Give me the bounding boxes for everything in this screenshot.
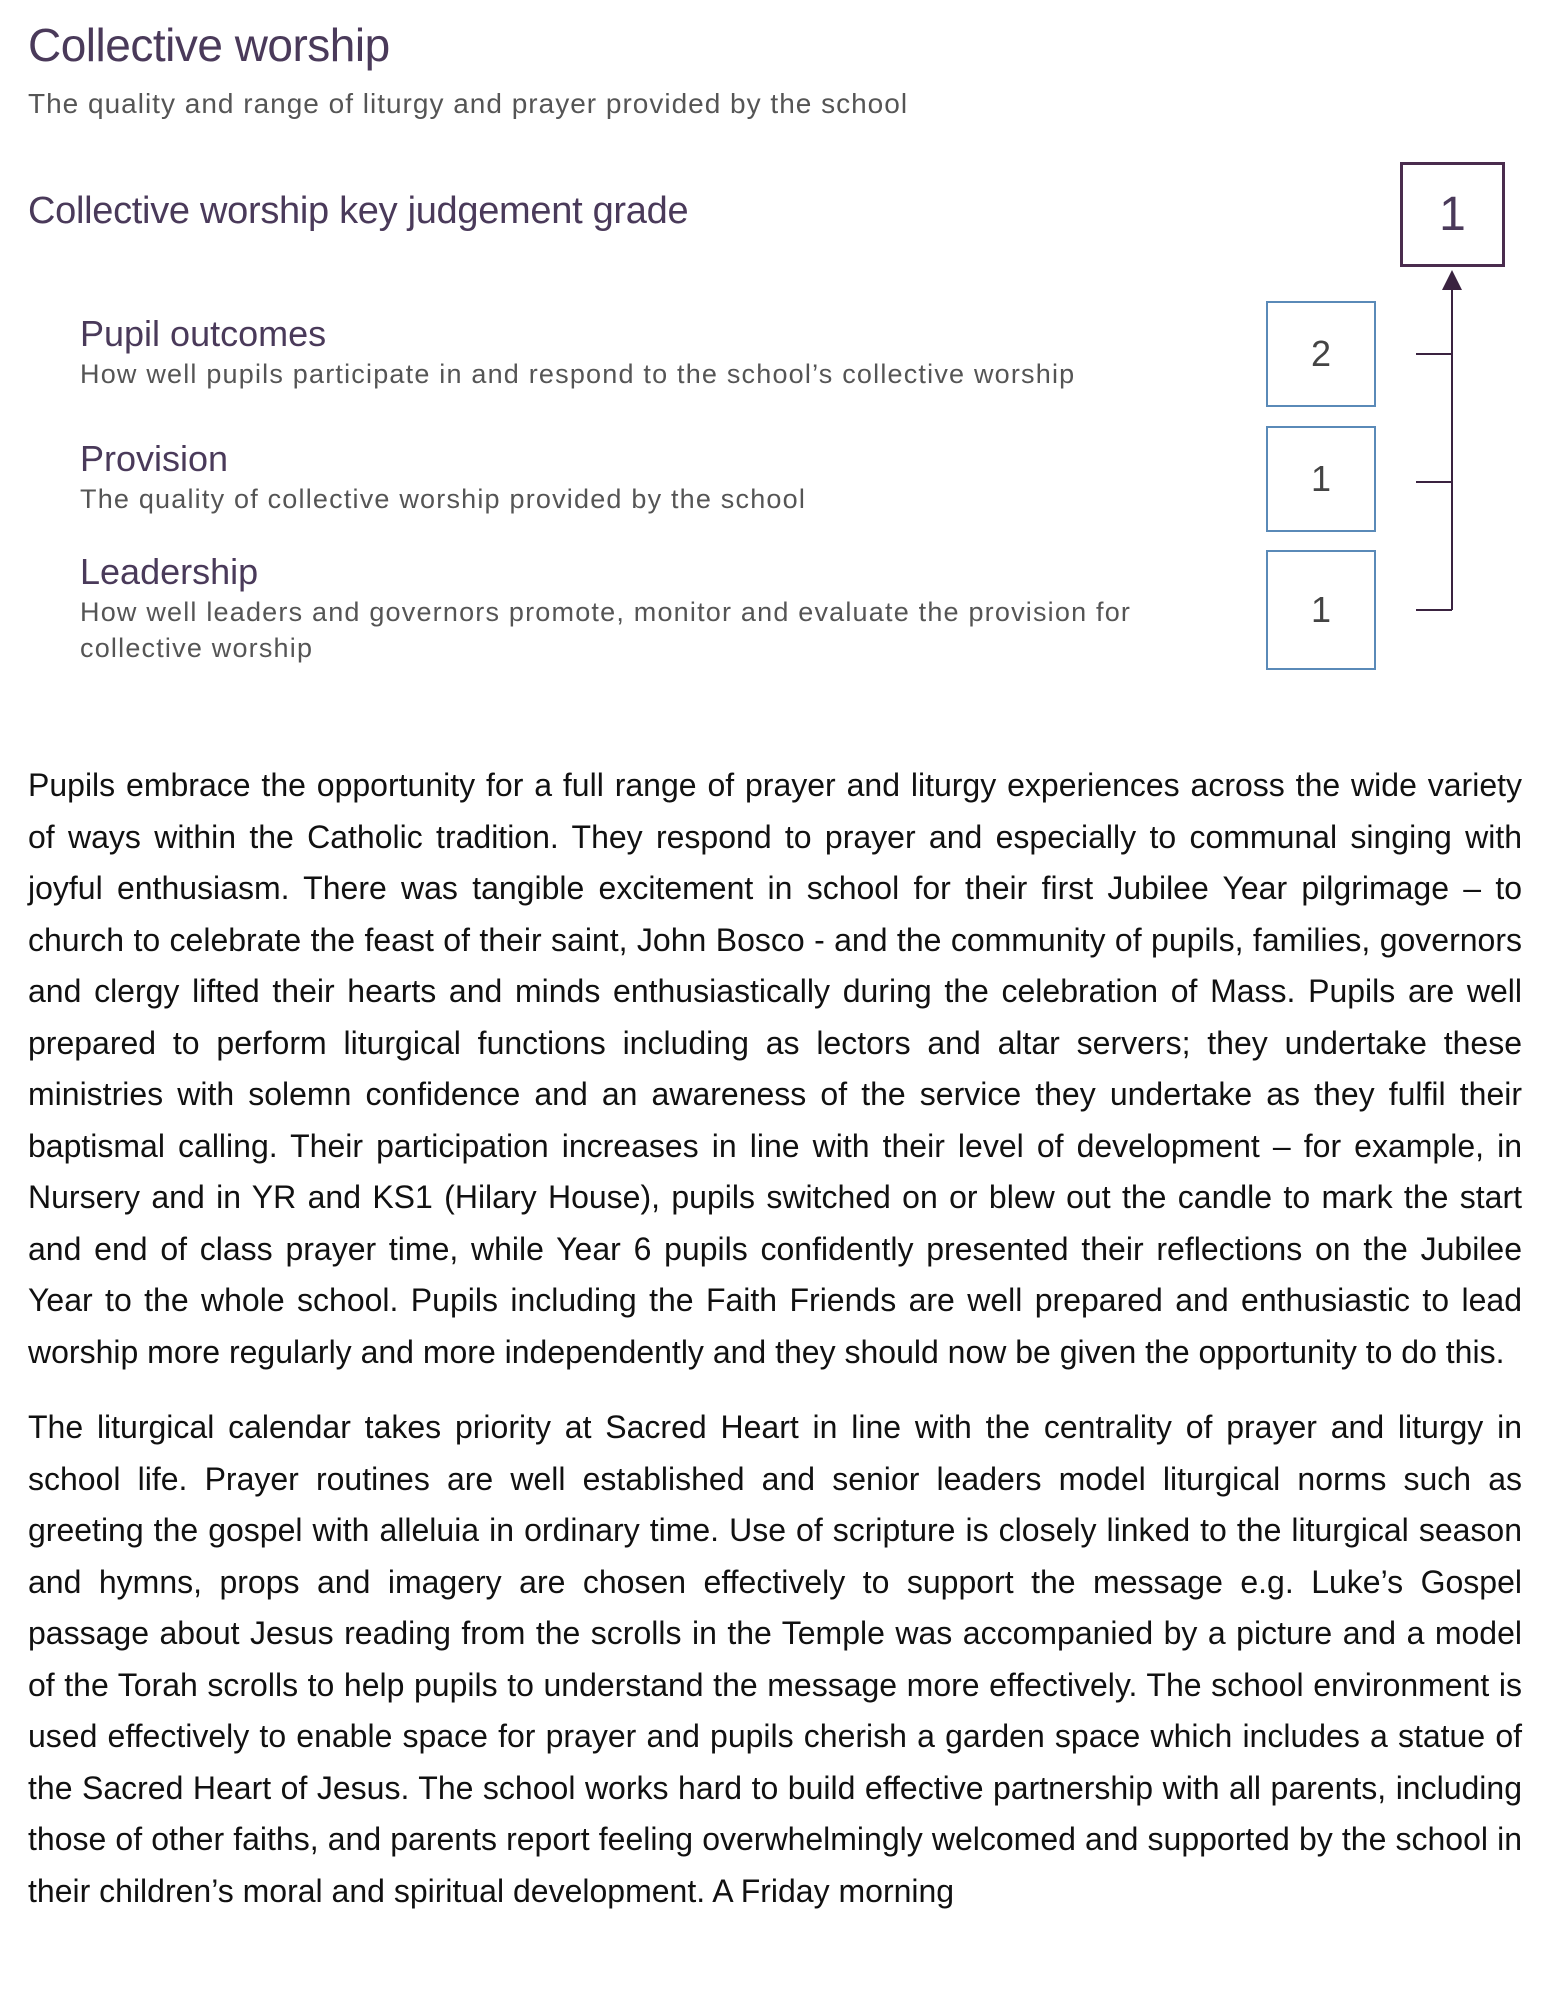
sub-judgement-description: How well pupils participate in and respond to the school’s collective worship <box>80 359 1076 389</box>
sub-judgement-title: Pupil outcomes <box>80 313 327 354</box>
sub-judgement-description: The quality of collective worship provided by the school <box>80 484 807 514</box>
key-judgement-grade: 1 <box>1439 188 1466 241</box>
body-paragraph: Pupils embrace the opportunity for a full range of prayer and liturgy experiences across the wide variety of ways within the Catholic tradition. They respond to prayer and especially to communal singing with joyful enthusiasm. There was tangible excitement in school for their first Jubilee Year pilgrimage – to church to celebrate the feast of their saint, John Bosco - and the community of pupils, families, governors and clergy lifted their hearts and minds enthusiastically during the celebration of Mass. Pupils are well prepared to perform liturgical functions including as lectors and altar servers; they undertake these ministries with solemn confidence and an awareness of the service they undertake as they fulfil their baptismal calling. Their participation increases in line with their level of development – for example, in Nursery and in YR and KS1 (Hilary House), pupils switched on or blew out the candle to mark the start and end of class prayer time, while Year 6 pupils confidently presented their reflections on the Jubilee Year to the whole school. Pupils including the Faith Friends are well prepared and enthusiastic to lead worship more regularly and more independently and they should now be given the opportunity to do this. <box>28 767 1522 1370</box>
sub-judgement-grade: 1 <box>1310 589 1332 630</box>
sub-judgement-leadership <box>80 550 1260 666</box>
page-title: Collective worship <box>28 19 390 71</box>
sub-judgement-pupil-outcomes <box>80 312 1260 392</box>
key-judgement-grade-box <box>1400 162 1505 267</box>
sub-judgement-grade: 1 <box>1310 458 1332 499</box>
grade-box-provision <box>1266 426 1376 532</box>
sub-judgement-grade: 2 <box>1310 333 1332 374</box>
sub-judgement-provision <box>80 437 1260 517</box>
arrow-up-icon <box>1442 270 1462 290</box>
grade-box-pupil-outcomes <box>1266 301 1376 407</box>
sub-judgement-title: Leadership <box>80 551 259 592</box>
key-judgement-label: Collective worship key judgement grade <box>28 190 689 232</box>
sub-judgement-description: How well leaders and governors promote, monitor and evaluate the provision for collective worship <box>80 597 1132 663</box>
body-paragraph: The liturgical calendar takes priority at Sacred Heart in line with the centrality of prayer and liturgy in school life. Prayer routines are well established and senior leaders model liturgical norms such as greeting the gospel with alleluia in ordinary time. Use of scripture is closely linked to the liturgical season and hymns, props and imagery are chosen effectively to support the message e.g. Luke’s Gospel passage about Jesus reading from the scrolls in the Temple was accompanied by a picture and a model of the Torah scrolls to help pupils to understand the message more effectively. The school environment is used effectively to enable space for prayer and pupils cherish a garden space which includes a statue of the Sacred Heart of Jesus. The school works hard to build effective partnership with all parents, including those of other faiths, and parents report feeling overwhelmingly welcomed and supported by the school in their children’s moral and spiritual development. A Friday morning <box>28 1409 1522 1909</box>
sub-judgement-title: Provision <box>80 438 229 479</box>
grade-connector-diagram <box>1400 270 1520 620</box>
page-subtitle: The quality and range of liturgy and prayer provided by the school <box>28 88 909 119</box>
grade-box-leadership <box>1266 550 1376 670</box>
body-text <box>28 760 1522 1941</box>
